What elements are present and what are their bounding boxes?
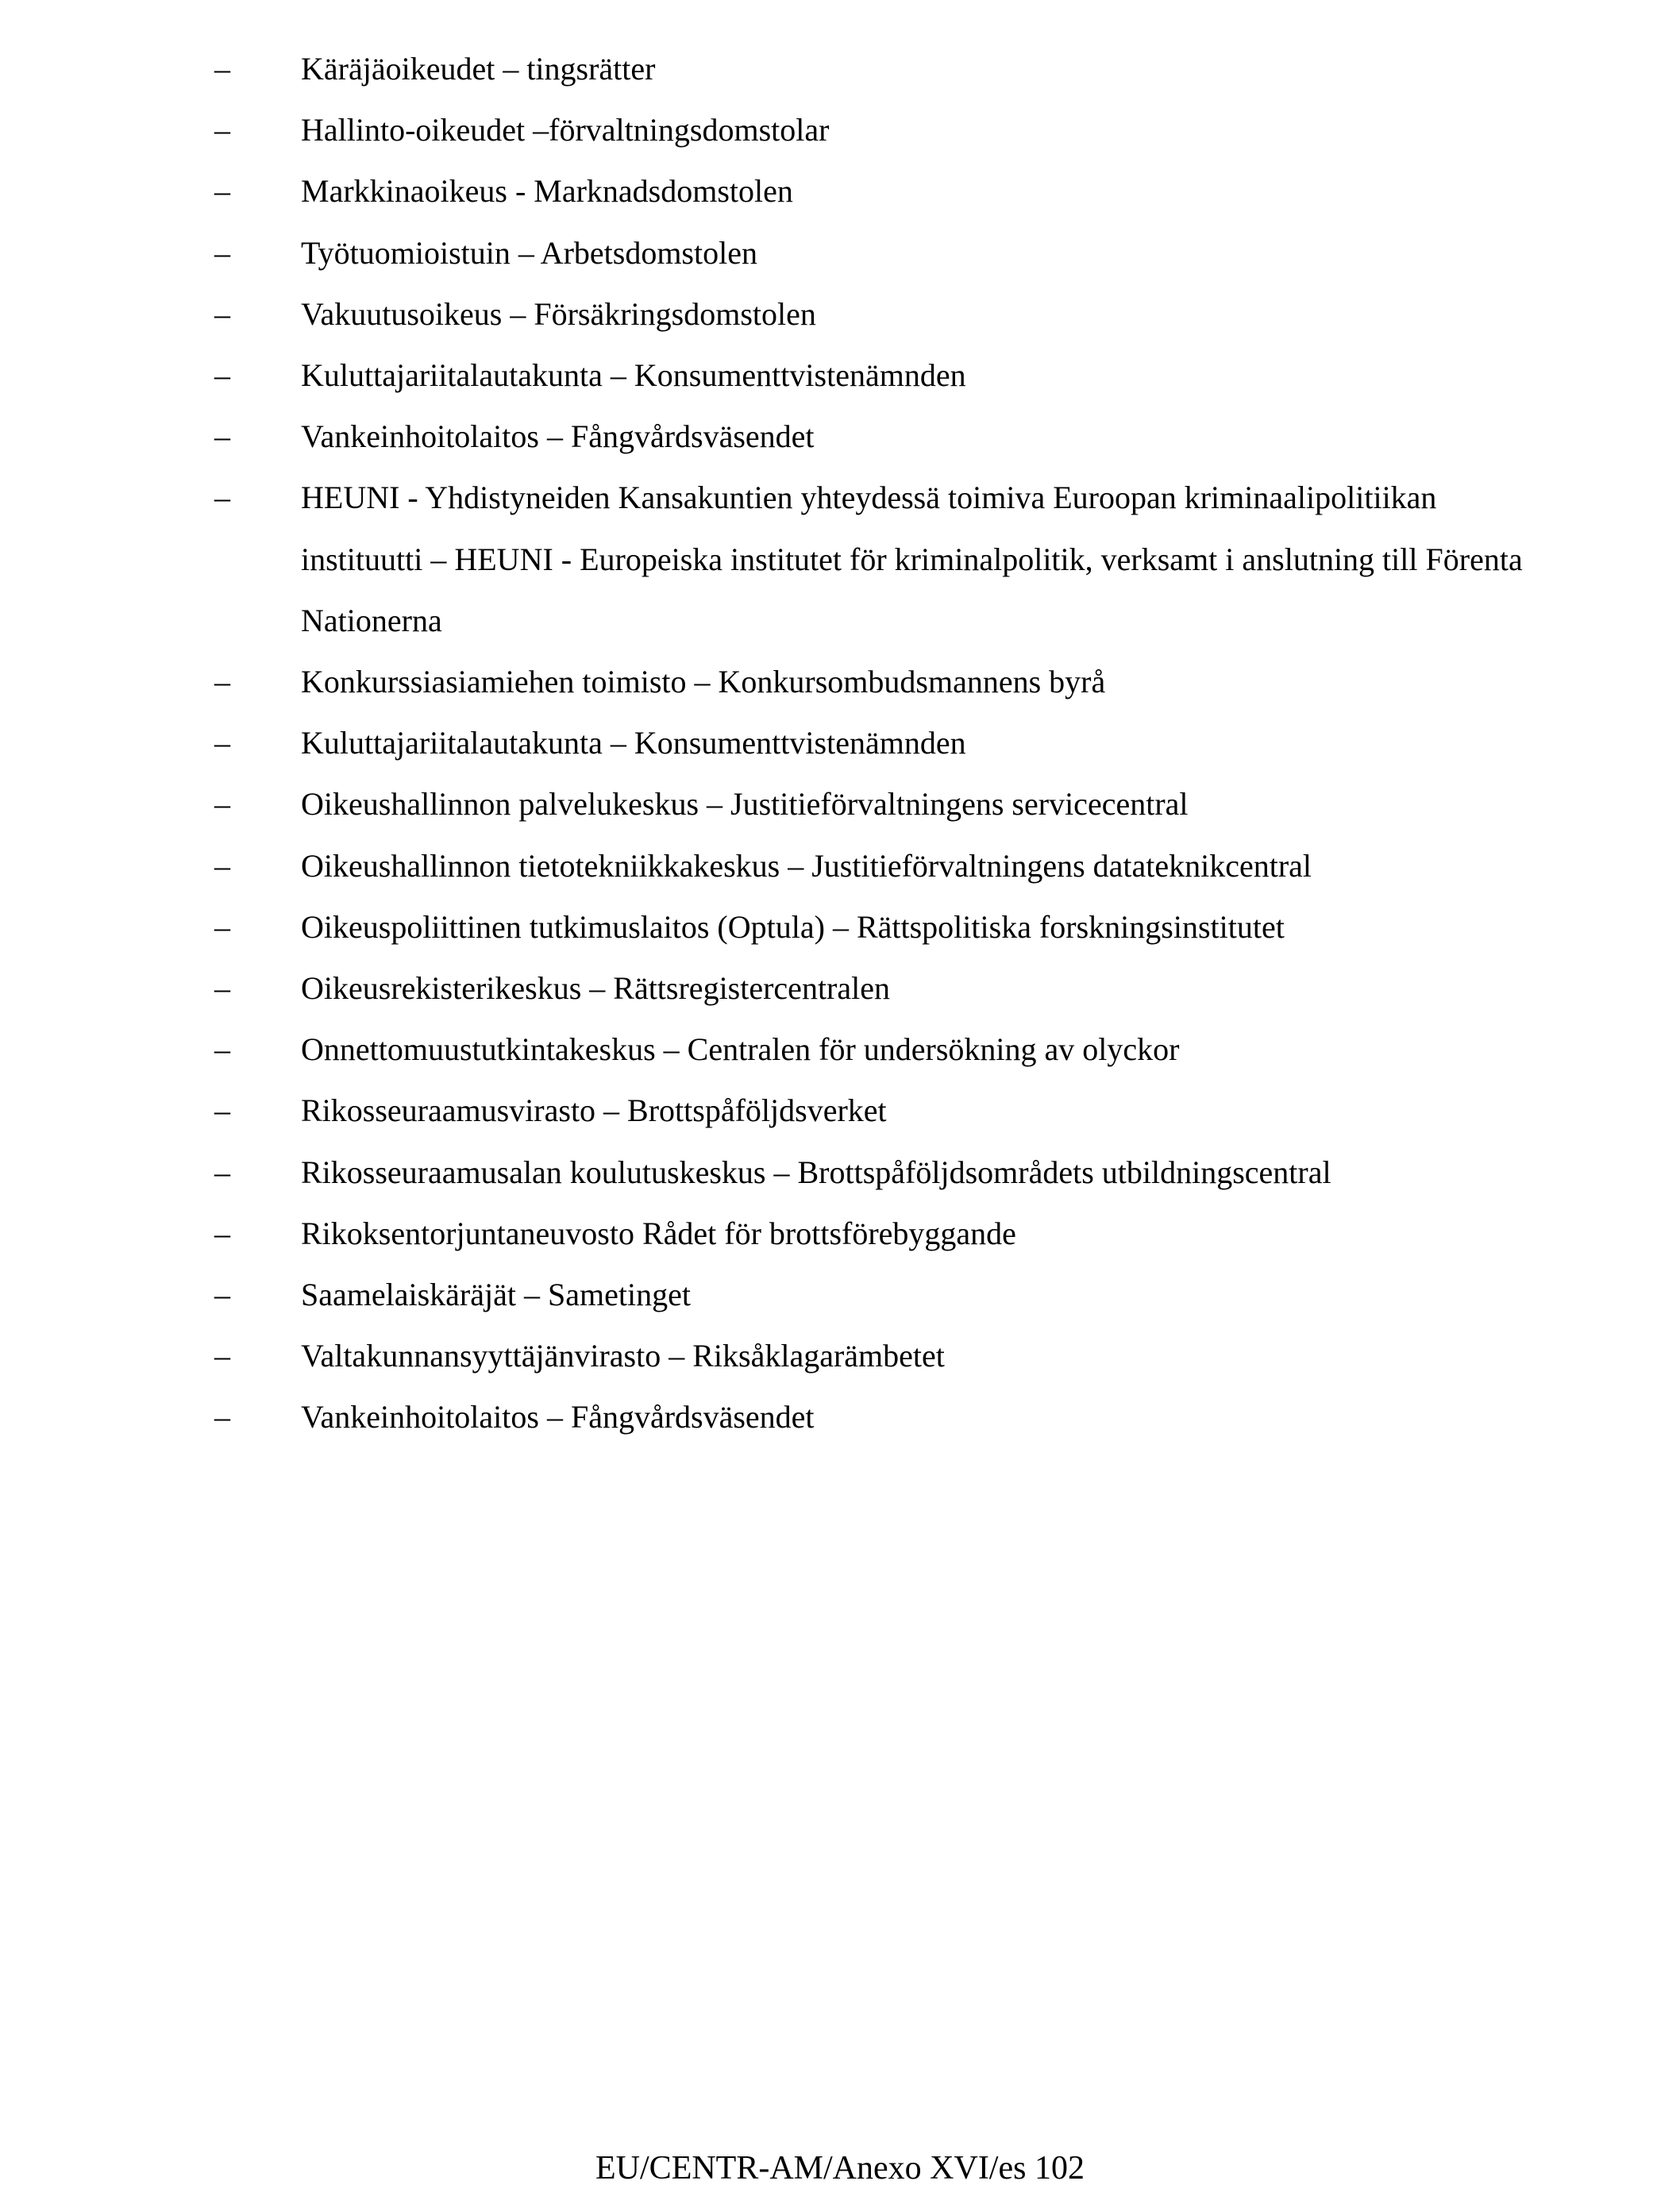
dash-bullet: –: [214, 664, 230, 700]
list-item-text: Vakuutusoikeus – Försäkringsdomstolen: [301, 295, 816, 332]
list-item: [0, 896, 1680, 958]
list-item-text: HEUNI - Yhdistyneiden Kansakuntien yhteydessä toimiva Euroopan kriminaalipolitiikan instituutti – HEUNI - Europeiska institutet för kriminalpolitik, verksamt i anslutning till Förenta Nationerna: [301, 480, 1523, 638]
list-item-text: Valtakunnansyyttäjänvirasto – Riksåklagarämbetet: [301, 1338, 945, 1374]
list-item: [0, 99, 1680, 160]
list-item: [0, 1142, 1680, 1203]
dash-bullet: –: [214, 1092, 230, 1129]
dash-bullet: –: [214, 908, 230, 945]
list-item-text: Oikeushallinnon tietotekniikkakeskus – Justitieförvaltningens datateknikcentral: [301, 847, 1312, 884]
list-item-text: Oikeusrekisterikeskus – Rättsregistercentralen: [301, 970, 890, 1007]
dash-bullet: –: [214, 112, 230, 148]
list-item-text: Rikosseuraamusvirasto – Brottspåföljdsverket: [301, 1092, 887, 1129]
dash-bullet: –: [214, 786, 230, 823]
dash-bullet: –: [214, 357, 230, 394]
list-item: [0, 1080, 1680, 1141]
dash-bullet: –: [214, 1154, 230, 1190]
institution-list: [0, 38, 1680, 1448]
list-item: [0, 345, 1680, 406]
list-item: [0, 38, 1680, 99]
dash-bullet: –: [214, 1338, 230, 1374]
dash-bullet: –: [214, 51, 230, 87]
dash-bullet: –: [214, 847, 230, 884]
dash-bullet: –: [214, 234, 230, 271]
dash-bullet: –: [214, 970, 230, 1007]
dash-bullet: –: [214, 1031, 230, 1068]
list-item-text: Kuluttajariitalautakunta – Konsumenttvistenämnden: [301, 357, 966, 394]
dash-bullet: –: [214, 1277, 230, 1313]
list-item: [0, 1325, 1680, 1386]
list-item: [0, 222, 1680, 283]
list-item-text: Käräjäoikeudet – tingsrätter: [301, 51, 656, 87]
page-footer-reference: EU/CENTR-AM/Anexo XVI/es 102: [595, 2150, 1085, 2187]
list-item-text: Hallinto-oikeudet –förvaltningsdomstolar: [301, 112, 830, 148]
dash-bullet: –: [214, 173, 230, 210]
dash-bullet: –: [214, 480, 230, 516]
dash-bullet: –: [214, 1215, 230, 1251]
list-item: [0, 835, 1680, 896]
list-item: [0, 958, 1680, 1019]
list-item: [0, 712, 1680, 773]
list-item-text: Oikeushallinnon palvelukeskus – Justitieförvaltningens servicecentral: [301, 786, 1189, 823]
list-item-text: Saamelaiskäräjät – Sametinget: [301, 1277, 691, 1313]
list-item: [0, 651, 1680, 712]
list-item-text: Vankeinhoitolaitos – Fångvårdsväsendet: [301, 418, 815, 455]
list-item-text: Oikeuspoliittinen tutkimuslaitos (Optula) – Rättspolitiska forskningsinstitutet: [301, 908, 1285, 945]
list-item-text: Rikoksentorjuntaneuvosto Rådet för brottsförebyggande: [301, 1215, 1016, 1251]
list-item-text: Rikosseuraamusalan koulutuskeskus – Brottspåföljdsområdets utbildningscentral: [301, 1154, 1331, 1190]
list-item: [0, 467, 1680, 651]
list-item: [0, 1264, 1680, 1325]
list-item: [0, 283, 1680, 345]
dash-bullet: –: [214, 725, 230, 761]
list-item: [0, 1203, 1680, 1264]
list-item: [0, 1386, 1680, 1447]
list-item: [0, 773, 1680, 834]
list-item: [0, 1019, 1680, 1080]
list-item-text: Vankeinhoitolaitos – Fångvårdsväsendet: [301, 1399, 815, 1435]
dash-bullet: –: [214, 295, 230, 332]
dash-bullet: –: [214, 418, 230, 455]
list-item: [0, 406, 1680, 467]
list-item-text: Kuluttajariitalautakunta – Konsumenttvistenämnden: [301, 725, 966, 761]
list-item-text: Konkurssiasiamiehen toimisto – Konkursombudsmannens byrå: [301, 664, 1106, 700]
dash-bullet: –: [214, 1399, 230, 1435]
list-item: [0, 160, 1680, 222]
list-item-text: Markkinaoikeus - Marknadsdomstolen: [301, 173, 793, 210]
list-item-text: Työtuomioistuin – Arbetsdomstolen: [301, 234, 757, 271]
list-item-text: Onnettomuustutkintakeskus – Centralen för undersökning av olyckor: [301, 1031, 1180, 1068]
